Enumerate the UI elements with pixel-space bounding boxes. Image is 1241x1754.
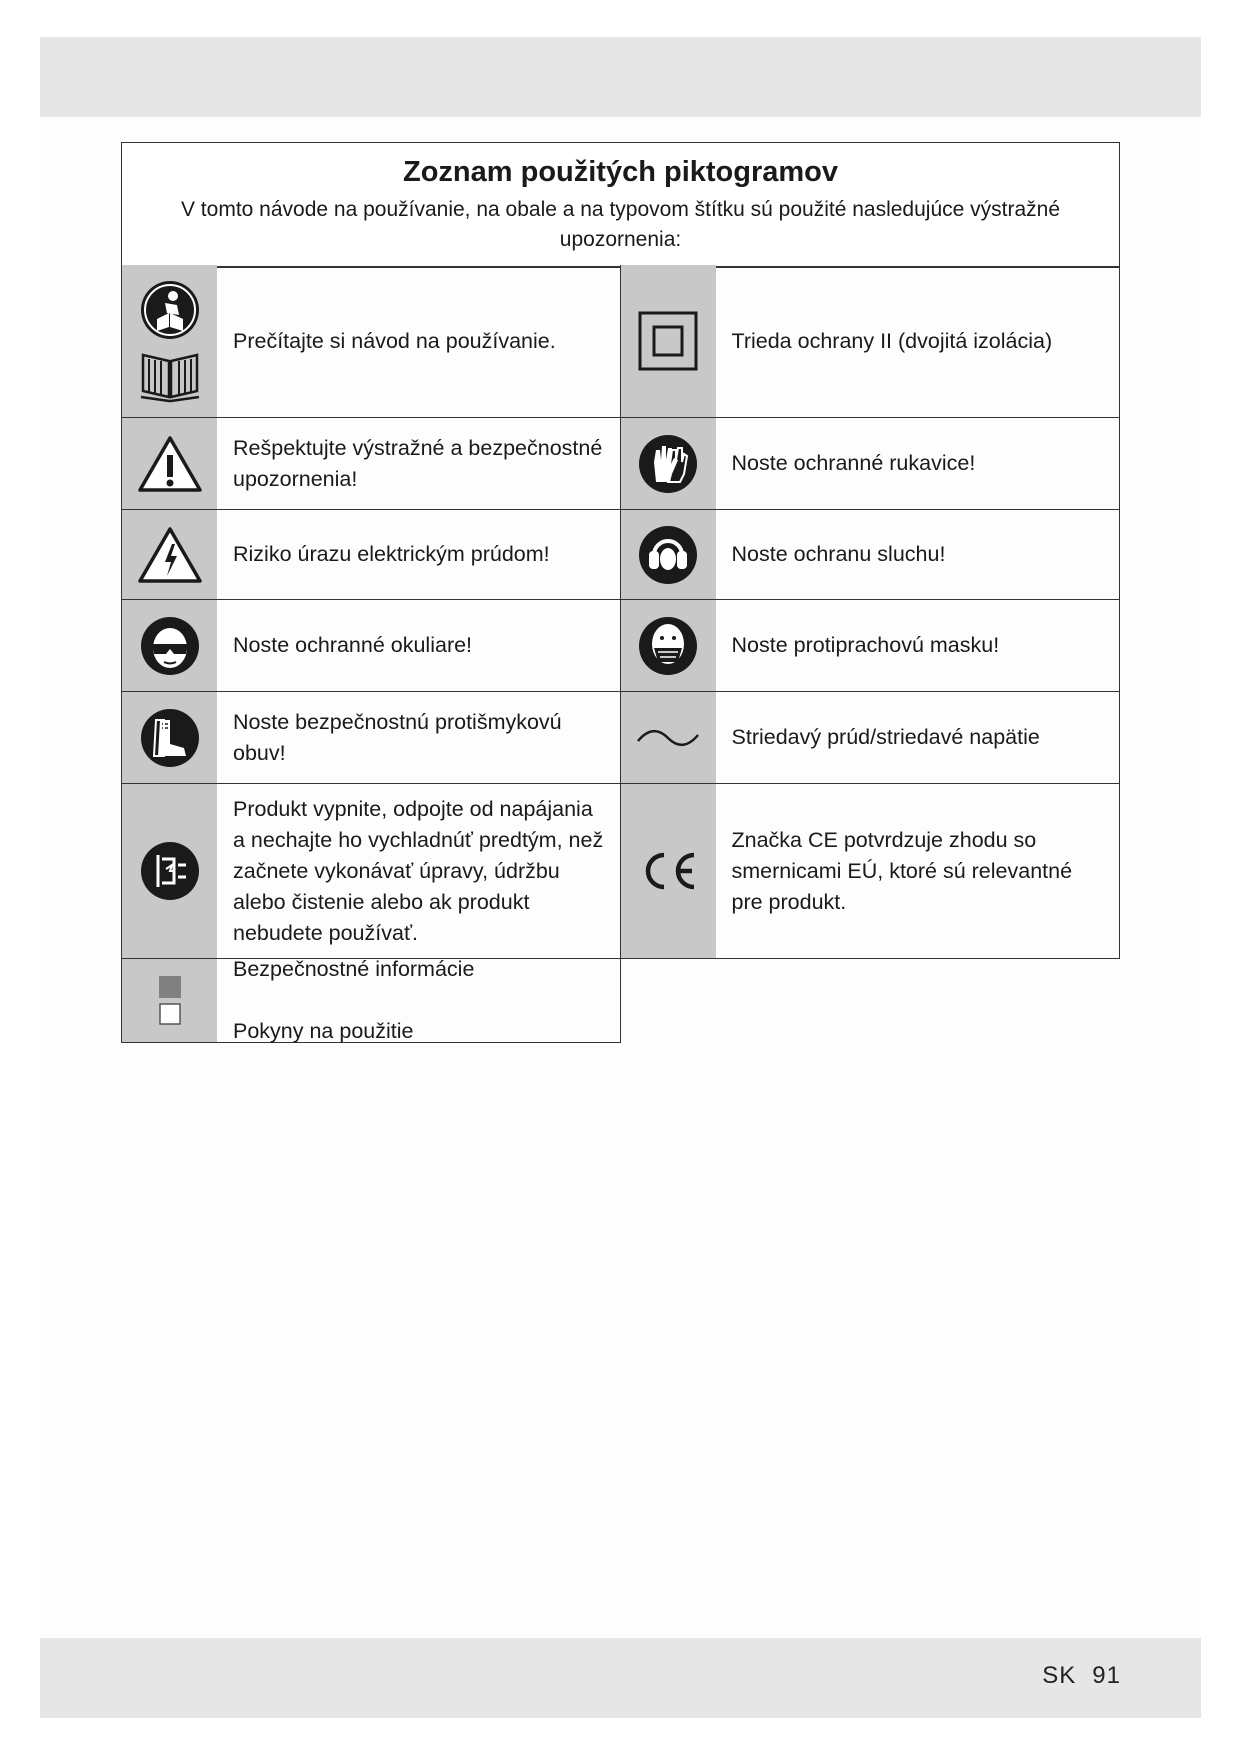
top-band: [40, 37, 1201, 117]
read-manual-icon: [122, 265, 217, 417]
unplug-icon: [122, 784, 217, 958]
ce-mark-icon: [621, 784, 716, 958]
usage-info-legend: Pokyny na použitie: [233, 1019, 414, 1043]
unplug-label: Produkt vypnite, odpojte od napájania a nechajte ho vychladnúť predtým, než začnete vykonávať úpravy, údržbu alebo čistenie alebo ak produkt nebudete používať.: [233, 796, 604, 945]
table-row: [122, 265, 1119, 418]
table-cell: [122, 692, 621, 783]
table-cell: [122, 600, 621, 691]
alternating-current-label: Striedavý prúd/striedavé napätie: [731, 725, 1040, 749]
dust-mask-icon: [621, 600, 716, 691]
safety-glasses-icon: [122, 600, 217, 691]
warning-triangle-icon: [122, 418, 217, 509]
ear-protection-icon: [621, 510, 716, 599]
language-code: SK: [1042, 1662, 1077, 1689]
protection-class-ii-icon: [621, 265, 716, 417]
intro-text: V tomto návode na používanie, na obale a na typovom štítku sú použité nasledujúce výstražné upozornenia:: [180, 198, 1061, 251]
gloves-icon: [621, 418, 716, 509]
table-cell: [621, 510, 1120, 599]
table-row: [122, 600, 1119, 692]
dust-mask-label: Noste protiprachovú masku!: [731, 633, 1000, 657]
safety-glasses-label: Noste ochranné okuliare!: [233, 633, 473, 657]
safety-info-legend: Bezpečnostné informácie: [233, 957, 475, 981]
ear-protection-label: Noste ochranu sluchu!: [731, 542, 946, 566]
pictogram-table: [121, 265, 1120, 1043]
page-footer: [1026, 1662, 1121, 1690]
table-row: [122, 510, 1119, 600]
safety-boots-label: Noste bezpečnostnú protišmykovú obuv!: [233, 709, 562, 765]
table-row: [122, 692, 1119, 784]
table-cell: [122, 418, 621, 509]
pictogram-header-box: [121, 142, 1120, 268]
page-title: Zoznam použitých piktogramov: [402, 156, 839, 188]
ce-mark-label: Značka CE potvrdzuje zhodu so smernicami EÚ, ktoré sú relevantné pre produkt.: [731, 827, 1073, 914]
page-number: 91: [1092, 1662, 1121, 1689]
protection-class-label: Trieda ochrany II (dvojitá izolácia): [731, 328, 1053, 353]
electric-shock-label: Riziko úrazu elektrickým prúdom!: [233, 542, 550, 566]
legend-row: [121, 959, 621, 1043]
table-cell: [122, 510, 621, 599]
table-cell: [621, 265, 1120, 417]
gloves-label: Noste ochranné rukavice!: [731, 451, 976, 475]
table-row: [122, 418, 1119, 510]
header: [122, 143, 1119, 267]
safety-boots-icon: [122, 692, 217, 783]
table-cell: [122, 265, 621, 417]
electric-shock-icon: [122, 510, 217, 599]
legend-icons: [122, 959, 217, 1042]
table-cell: [621, 692, 1120, 783]
table-cell: [621, 418, 1120, 509]
alternating-current-icon: [621, 692, 716, 783]
table-cell: [621, 784, 1120, 958]
warning-label: Rešpektujte výstražné a bezpečnostné upozornenia!: [233, 435, 603, 491]
read-manual-label: Prečítajte si návod na používanie.: [233, 328, 556, 353]
table-cell: [621, 600, 1120, 691]
